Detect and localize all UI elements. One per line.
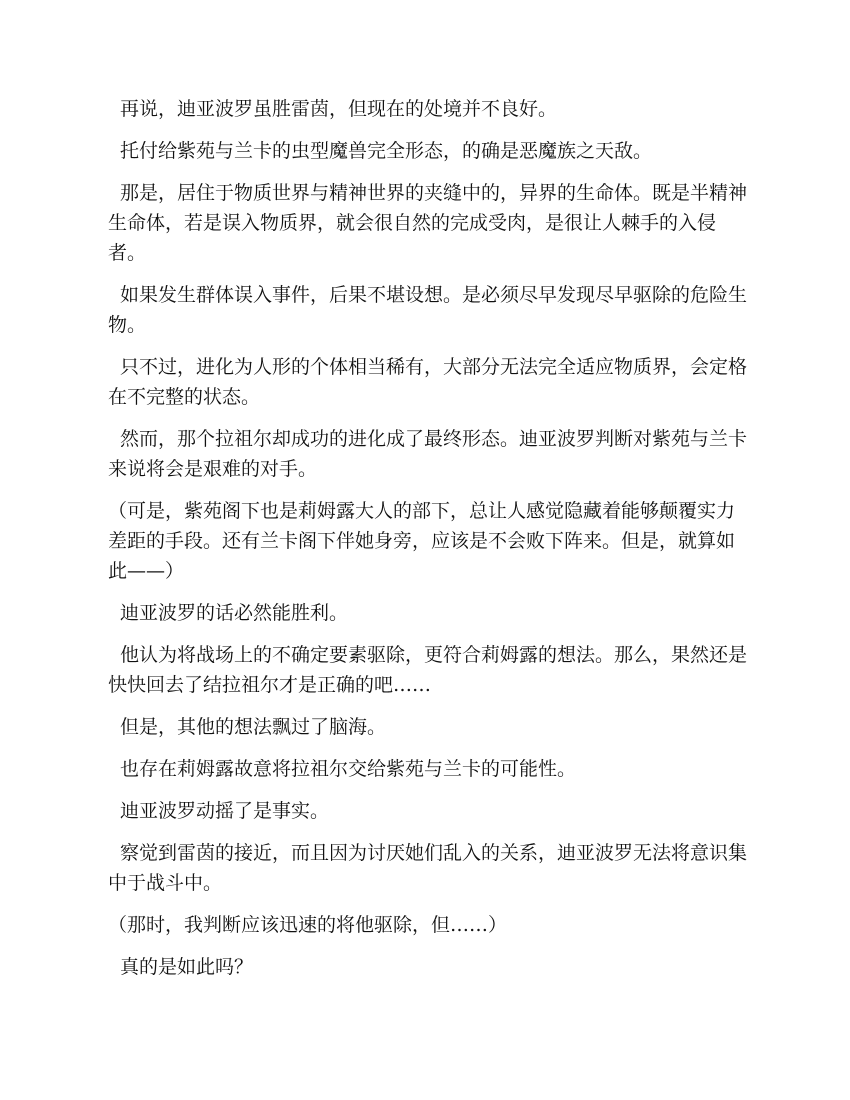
paragraph: 迪亚波罗动摇了是事实。 <box>120 800 330 822</box>
paragraph: 迪亚波罗的话必然能胜利。 <box>120 602 349 624</box>
paragraph: 如果发生群体误入事件，后果不堪设想。是必须尽早发现尽早驱除的危险生物。 <box>108 284 748 336</box>
paragraph: 托付给紫苑与兰卡的虫型魔兽完全形态，的确是恶魔族之天敌。 <box>120 140 653 162</box>
paragraph: 只不过，进化为人形的个体相当稀有，大部分无法完全适应物质界，会定格在不完整的状态。 <box>108 356 748 408</box>
paragraph: （可是，紫苑阁下也是莉姆露大人的部下，总让人感觉隐藏着能够颠覆实力差距的手段。还有兰卡阁下伴她身旁，应该是不会败下阵来。但是，就算如此——） <box>108 500 736 582</box>
paragraph: 再说，迪亚波罗虽胜雷茵，但现在的处境并不良好。 <box>120 98 558 120</box>
paragraph: 也存在莉姆露故意将拉祖尔交给紫苑与兰卡的可能性。 <box>120 758 577 780</box>
body-text <box>108 94 748 994</box>
paragraph: 但是，其他的想法飘过了脑海。 <box>120 716 387 738</box>
paragraph: 他认为将战场上的不确定要素驱除，更符合莉姆露的想法。那么，果然还是快快回去了结拉祖尔才是正确的吧…… <box>108 644 748 696</box>
paragraph: 然而，那个拉祖尔却成功的进化成了最终形态。迪亚波罗判断对紫苑与兰卡来说将会是艰难的对手。 <box>108 428 748 480</box>
paragraph: （那时，我判断应该迅速的将他驱除，但……） <box>108 914 508 936</box>
paragraph: 察觉到雷茵的接近，而且因为讨厌她们乱入的关系，迪亚波罗无法将意识集中于战斗中。 <box>108 842 748 894</box>
paragraph: 真的是如此吗？ <box>120 956 254 978</box>
paragraph: 那是，居住于物质世界与精神世界的夹缝中的，异界的生命体。既是半精神生命体，若是误入物质界，就会很自然的完成受肉，是很让人棘手的入侵者。 <box>108 182 748 264</box>
